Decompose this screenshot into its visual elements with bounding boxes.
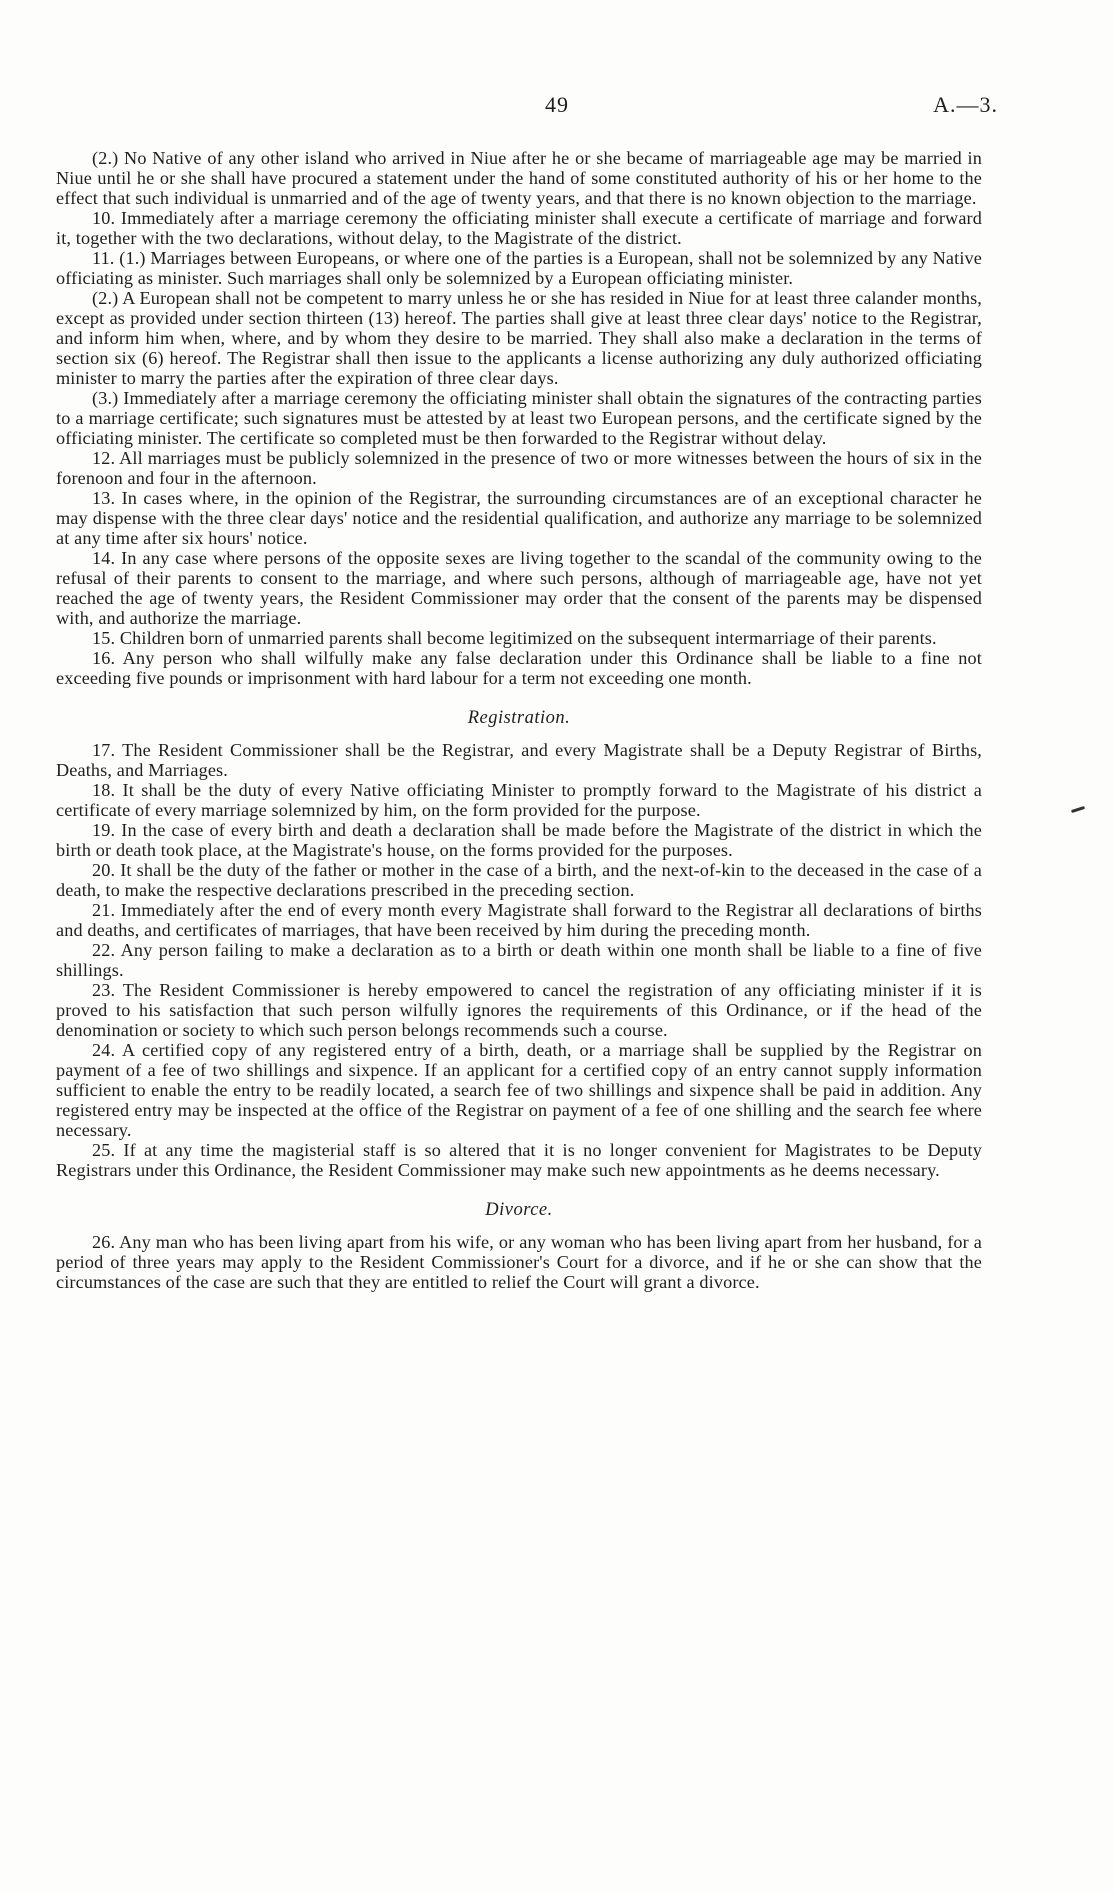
paragraph-14: 14. In any case where persons of the opposite sexes are living together to the scandal of the community owing to the refusal of their parents to consent to the marriage, and where such persons, although of marriageable age, have not yet reached the age of twenty years, the Resident Commissioner may order that the consent of the parents may be dispensed with, and authorize the marriage.: [56, 548, 982, 628]
paragraph-18: 18. It shall be the duty of every Native officiating Minister to promptly forward to the Magistrate of his district a certificate of every marriage solemnized by him, on the form provided for the purpose.: [56, 780, 982, 820]
section-heading-registration: Registration.: [467, 708, 571, 728]
paragraph-17: 17. The Resident Commissioner shall be the Registrar, and every Magistrate shall be a Deputy Registrar of Births, Deaths, and Marriages.: [56, 740, 982, 780]
document-reference: A.—3.: [933, 92, 998, 117]
page-body: [56, 148, 982, 1292]
paragraph-13: 13. In cases where, in the opinion of the Registrar, the surrounding circumstances are of an exceptional character he may dispense with the three clear days' notice and the residential qualification, and authorize any marriage to be solemnized at any time after six hours' notice.: [56, 488, 982, 548]
paragraph-24: 24. A certified copy of any registered entry of a birth, death, or a marriage shall be supplied by the Registrar on payment of a fee of two shillings and sixpence. If an applicant for a certified copy of an entry cannot supply information sufficient to enable the entry to be readily located, a search fee of two shillings and sixpence shall be paid in addition. Any registered entry may be inspected at the office of the Registrar on payment of a fee of one shilling and the search fee where necessary.: [56, 1040, 982, 1140]
paragraph-11-1: 11. (1.) Marriages between Europeans, or where one of the parties is a European, shall not be solemnized by any Native officiating as minister. Such marriages shall only be solemnized by a European officiating minister.: [56, 248, 982, 288]
margin-mark: [1071, 806, 1085, 813]
paragraph-20: 20. It shall be the duty of the father or mother in the case of a birth, and the next-of-kin to the deceased in the case of a death, to make the respective declarations prescribed in the preceding section.: [56, 860, 982, 900]
paragraph-23: 23. The Resident Commissioner is hereby empowered to cancel the registration of any officiating minister if it is proved to his satisfaction that such person wilfully ignores the requirements of this Ordinance, or if the head of the denomination or society to which such person belongs recommends such a course.: [56, 980, 982, 1040]
paragraph-12: 12. All marriages must be publicly solemnized in the presence of two or more witnesses between the hours of six in the forenoon and four in the afternoon.: [56, 448, 982, 488]
paragraph-10: 10. Immediately after a marriage ceremony the officiating minister shall execute a certificate of marriage and forward it, together with the two declarations, without delay, to the Magistrate of the district.: [56, 208, 982, 248]
section-heading-divorce: Divorce.: [485, 1200, 553, 1220]
paragraph-11-3: (3.) Immediately after a marriage ceremony the officiating minister shall obtain the signatures of the contracting parties to a marriage certificate; such signatures must be attested by at least two European persons, and the certificate signed by the officiating minister. The certificate so completed must be then forwarded to the Registrar without delay.: [56, 388, 982, 448]
paragraph-19: 19. In the case of every birth and death a declaration shall be made before the Magistrate of the district in which the birth or death took place, at the Magistrate's house, on the forms provided for the purposes.: [56, 820, 982, 860]
paragraph-22: 22. Any person failing to make a declaration as to a birth or death within one month shall be liable to a fine of five shillings.: [56, 940, 982, 980]
paragraph-9-2: (2.) No Native of any other island who arrived in Niue after he or she became of marriageable age may be married in Niue until he or she shall have procured a statement under the hand of some constituted authority of his or her home to the effect that such individual is unmarried and of the age of twenty years, and that there is no known objection to the marriage.: [56, 148, 982, 208]
paragraph-21: 21. Immediately after the end of every month every Magistrate shall forward to the Registrar all declarations of births and deaths, and certificates of marriages, that have been received by him during the preceding month.: [56, 900, 982, 940]
page-number: 49: [545, 92, 569, 117]
paragraph-25: 25. If at any time the magisterial staff is so altered that it is no longer convenient for Magistrates to be Deputy Registrars under this Ordinance, the Resident Commissioner may make such new appointments as he deems necessary.: [56, 1140, 982, 1180]
paragraph-26: 26. Any man who has been living apart from his wife, or any woman who has been living apart from her husband, for a period of three years may apply to the Resident Commissioner's Court for a divorce, and if he or she can show that the circumstances of the case are such that they are entitled to relief the Court will grant a divorce.: [56, 1232, 982, 1292]
paragraph-15: 15. Children born of unmarried parents shall become legitimized on the subsequent intermarriage of their parents.: [92, 628, 937, 648]
paragraph-11-2: (2.) A European shall not be competent to marry unless he or she has resided in Niue for at least three calander months, except as provided under section thirteen (13) hereof. The parties shall give at least three clear days' notice to the Registrar, and inform him when, where, and by whom they desire to be married. They shall also make a declaration in the terms of section six (6) hereof. The Registrar shall then issue to the applicants a license authorizing any duly authorized officiating minister to marry the parties after the expiration of three clear days.: [56, 288, 982, 388]
paragraph-16: 16. Any person who shall wilfully make any false declaration under this Ordinance shall be liable to a fine not exceeding five pounds or imprisonment with hard labour for a term not exceeding one month.: [56, 648, 982, 688]
